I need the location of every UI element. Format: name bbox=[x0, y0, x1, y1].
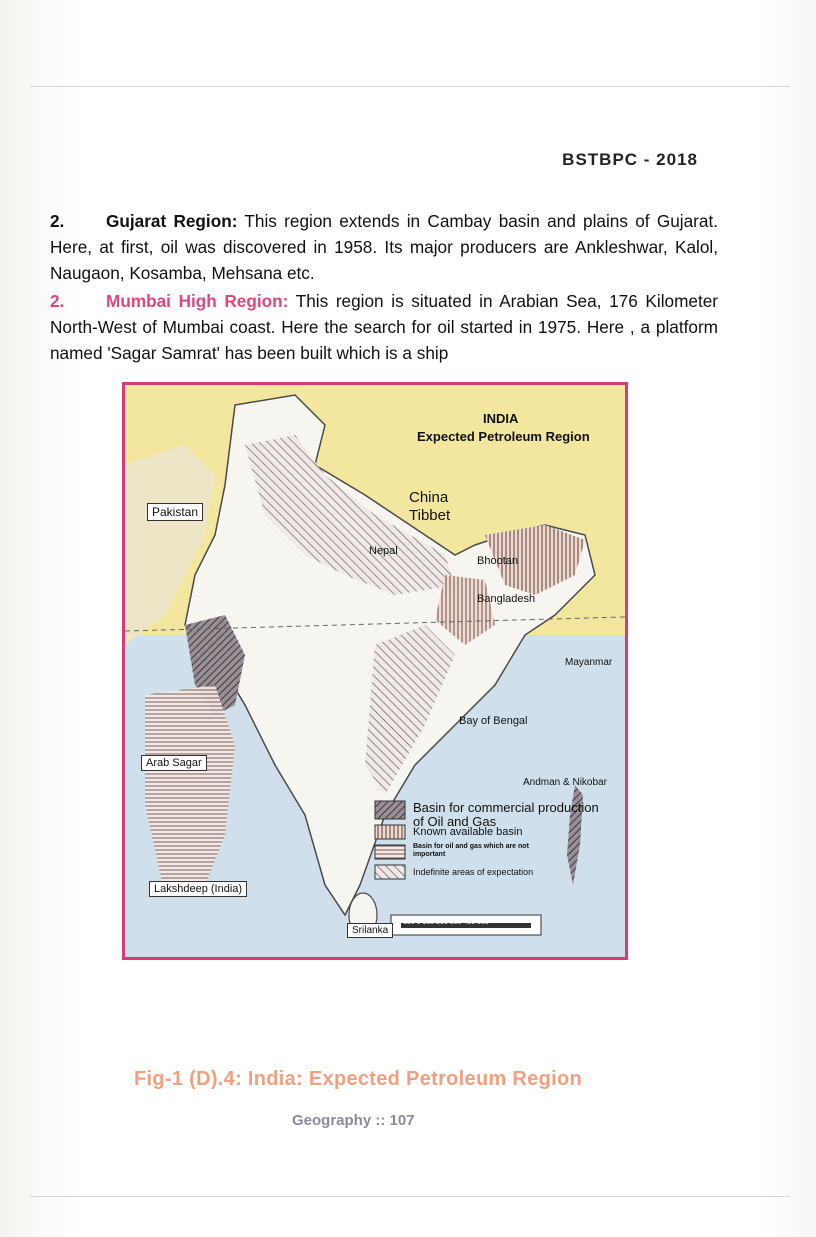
figure-caption: Fig-1 (D).4: India: Expected Petroleum Region bbox=[134, 1068, 582, 1090]
label-tibbet: Tibbet bbox=[409, 507, 451, 524]
section-mumbai-high bbox=[50, 288, 718, 366]
section-title: Gujarat Region: bbox=[106, 211, 238, 231]
legend-item-commercial: Basin for commercial production of Oil and Gas bbox=[413, 800, 599, 829]
map-title: Expected Petroleum Region bbox=[417, 429, 590, 444]
section-gujarat bbox=[50, 208, 718, 286]
label-bhootan: Bhootan bbox=[477, 555, 518, 567]
label-nepal: Nepal bbox=[369, 545, 398, 557]
label-bay-of-bengal: Bay of Bengal bbox=[459, 715, 528, 727]
section-number: 2. bbox=[50, 291, 65, 311]
label-pakistan: Pakistan bbox=[147, 503, 203, 521]
section-text: This region extends in Cambay basin and plains of Gujarat. Here, at first, oil was discovered in 1958. Its major producers are Ankleshwar, Kalol, Naugaon, Kosamba, Mehsana etc. bbox=[50, 211, 718, 283]
bottom-rule bbox=[30, 1196, 790, 1197]
section-number: 2. bbox=[50, 211, 65, 231]
map-drawing bbox=[125, 385, 625, 957]
section-title: Mumbai High Region: bbox=[106, 291, 289, 311]
legend-swatch-vertical bbox=[375, 825, 405, 839]
legend-swatch-dense bbox=[375, 801, 405, 819]
top-rule bbox=[30, 86, 790, 87]
india-petroleum-map bbox=[122, 382, 628, 960]
legend-swatch-diagonal bbox=[375, 865, 405, 879]
label-china: China bbox=[409, 489, 449, 506]
label-arab-sagar: Arab Sagar bbox=[141, 755, 207, 771]
header-code: BSTBPC - 2018 bbox=[562, 150, 698, 169]
legend-item-not-important: Basin for oil and gas which are not important bbox=[413, 843, 529, 858]
map-scale: 100 0 100 200 300 400 500 bbox=[403, 919, 489, 926]
map-title-india: INDIA bbox=[483, 411, 519, 426]
label-mayanmar: Mayanmar bbox=[565, 657, 613, 668]
section-text: This region is situated in Arabian Sea, 176 Kilometer North-West of Mumbai coast. Here the search for oil started in 1975. Here , a platform named 'Sagar Samrat' has been built which is a ship bbox=[50, 291, 719, 363]
legend-swatch-horizontal bbox=[375, 845, 405, 859]
label-andman-nikobar: Andman & Nikobar bbox=[523, 777, 607, 788]
label-srilanka: Srilanka bbox=[347, 923, 393, 938]
page-footer: Geography :: 107 bbox=[292, 1112, 415, 1129]
label-lakshdeep: Lakshdeep (India) bbox=[149, 881, 247, 897]
legend-item-indefinite: Indefinite areas of expectation bbox=[413, 867, 534, 877]
legend-item-known: Known available basin bbox=[413, 826, 523, 838]
label-bangladesh: Bangladesh bbox=[477, 593, 536, 605]
